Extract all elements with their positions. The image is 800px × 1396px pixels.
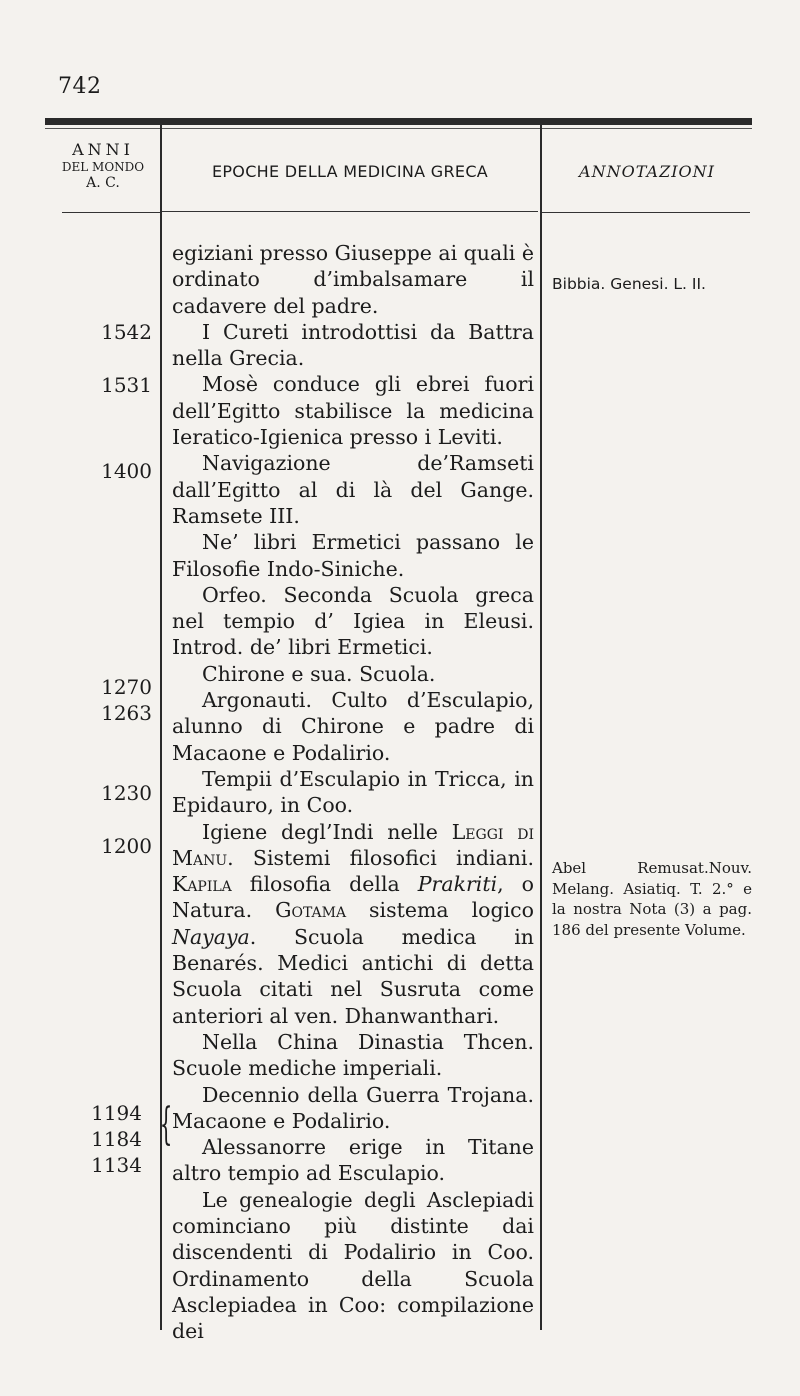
- paragraph: Decennio della Guerra Trojana. Macaone e Podalirio.: [172, 1082, 534, 1133]
- top-thin-rule: [45, 128, 752, 129]
- column-divider-right: [540, 125, 542, 1330]
- page-number: 742: [58, 74, 102, 99]
- year-label: 1230: [101, 781, 152, 805]
- text-run-italic: Prakriti: [417, 872, 498, 897]
- text-run: . Scuola medica in Benarés. Medici antichi di detta Scuola citati nel Susruta come anteriori al ven. Dhanwanthari.: [172, 924, 534, 1028]
- year-label: 1200: [101, 834, 152, 858]
- text-run-italic: Nayaya: [172, 924, 250, 949]
- main-text: [172, 240, 534, 1344]
- text-run: , o Natura.: [172, 872, 535, 923]
- text-run: . Sistemi filosofici indiani.: [227, 845, 534, 870]
- header-rule-anni: [62, 212, 160, 213]
- top-thick-rule: [45, 118, 752, 125]
- paragraph: Orfeo. Seconda Scuola greca nel tempio d’ Igiea in Eleusi. Introd. de’ libri Ermetici.: [172, 582, 534, 660]
- text-run-smallcaps: Leggi di Manu: [172, 819, 534, 870]
- paragraph: Le genealogie degli Asclepiadi cominciano più distinte dai discendenti di Podalirio in Coo. Ordinamento della Scuola Asclepiadea in Coo: compilazione dei: [172, 1187, 534, 1344]
- header-epoche: EPOCHE DELLA MEDICINA GRECA: [211, 162, 489, 181]
- text-run-smallcaps: Kapila: [172, 872, 232, 897]
- text-run: sistema logico: [346, 898, 535, 923]
- year-label: 1184: [91, 1127, 142, 1151]
- paragraph: Alessanorre erige in Titane altro tempio ad Esculapio.: [172, 1135, 534, 1186]
- paragraph: I Cureti introdottisi da Battra nella Grecia.: [172, 319, 534, 371]
- year-label: 1263: [101, 701, 152, 725]
- paragraph: Mosè conduce gli ebrei fuori dell’Egitto stabilisce la medicina Ieratico-Igienica presso i Leviti.: [172, 372, 534, 450]
- brace-mark: {: [159, 1099, 173, 1150]
- year-label: 1134: [91, 1153, 142, 1177]
- year-label: 1531: [101, 373, 152, 397]
- header-rule-epoche: [162, 211, 538, 212]
- paragraph: egiziani presso Giuseppe ai quali è ordinato d’imbalsamare il cadavere del padre.: [172, 241, 534, 318]
- header-anni-line3: A. C.: [86, 175, 120, 191]
- text-run: Igiene degl’Indi nelle: [202, 819, 452, 844]
- year-label: 1542: [101, 320, 152, 344]
- paragraph: Ne’ libri Ermetici passano le Filosofie Indo-Siniche.: [172, 530, 534, 581]
- paragraph: Tempii d’Esculapio in Tricca, in Epidauro, in Coo.: [172, 766, 534, 818]
- paragraph: Argonauti. Culto d’Esculapio, alunno di Chirone e padre di Macaone e Podalirio.: [172, 688, 534, 765]
- annotation: Bibbia. Genesi. L. II.: [552, 275, 706, 293]
- paragraph: Chirone e sua. Scuola.: [202, 661, 436, 686]
- paragraph: Nella China Dinastia Thcen. Scuole mediche imperiali.: [172, 1029, 534, 1081]
- paragraph: [172, 819, 534, 1029]
- header-rule-annotazioni: [542, 212, 750, 213]
- annotation: Abel Remusat.Nouv. Melang. Asiatiq. T. 2.° e la nostra Nota (3) a pag. 186 del presente Volume.: [552, 859, 752, 939]
- header-anni: [46, 140, 160, 193]
- text-run-smallcaps: Gotama: [275, 898, 347, 923]
- header-anni-line2: DEL MONDO: [61, 160, 145, 174]
- paragraph: Navigazione de’Ramseti dall’Egitto al di là del Gange. Ramsete III.: [172, 451, 534, 528]
- text-run: filosofia della: [231, 872, 418, 897]
- year-label: 1400: [101, 459, 152, 483]
- header-anni-line1: ANNI: [72, 140, 134, 159]
- year-label: 1270: [101, 675, 152, 699]
- header-annotazioni: ANNOTAZIONI: [579, 162, 715, 181]
- year-label: 1194: [91, 1101, 142, 1125]
